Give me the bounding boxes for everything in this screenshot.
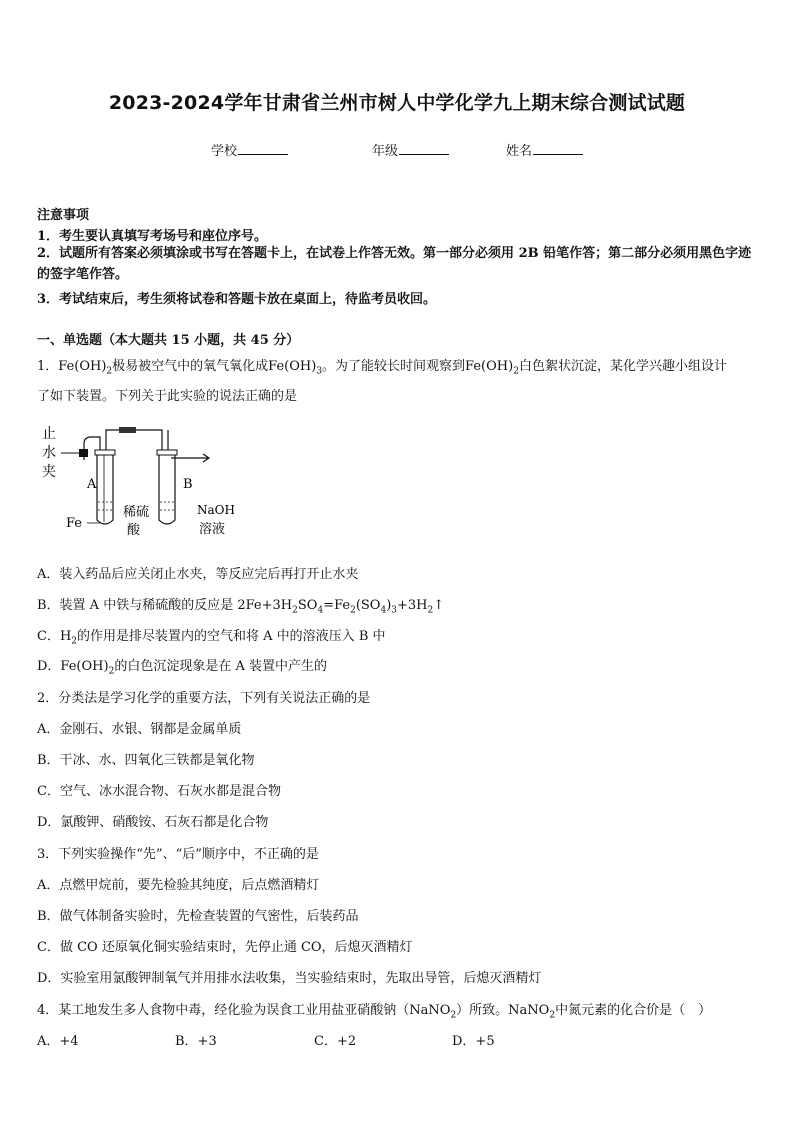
section-heading: 一、单选题（本大题共 15 小题，共 45 分） — [37, 333, 300, 348]
question-4-stem: 4．某工地发生多人食物中毒，经化验为误食工业用盐亚硝酸钠（NaNO$_2$）所致。NaNO$_2$中氮元素的化合价是（ ） — [37, 1003, 712, 1021]
label-acid: 稀硫 — [123, 505, 150, 520]
q1-option-c: C．$H_2$的作用是排尽装置内的空气和将 A 中的溶液压入 B 中 — [37, 629, 386, 647]
question-2-stem: 2．分类法是学习化学的重要方法，下列有关说法正确的是 — [37, 691, 371, 706]
q2-option: B．干冰、水、四氧化三铁都是氧化物 — [37, 753, 255, 768]
question-3-stem: 3．下列实验操作“先”、“后”顺序中，不正确的是 — [37, 847, 319, 862]
q4-option: B．+3 — [175, 1034, 217, 1049]
q4-option: A．+4 — [37, 1034, 79, 1049]
label-naoh: NaOH — [197, 503, 235, 517]
q1-option-a: A．装入药品后应关闭止水夹，等反应完后再打开止水夹 — [37, 567, 359, 582]
q4-option: D．+5 — [452, 1034, 495, 1049]
q2-option: A．金刚石、水银、钢都是金属单质 — [37, 722, 242, 737]
q2-option: D．氯酸钾、硝酸铵、石灰石都是化合物 — [37, 815, 269, 830]
tube-clamp — [119, 427, 136, 433]
label-a: A — [87, 477, 97, 492]
school-blank — [238, 142, 288, 155]
notice-heading: 注意事项 — [37, 208, 90, 223]
grade-label: 年级 — [372, 144, 399, 159]
question-1-stem: 1．$Fe(OH)_2$极易被空气中的氧气氧化成$Fe(OH)_3$。为了能较长时间观察到$Fe(OH)_2$白色絮状沉淀，某化学兴趣小组设计 — [37, 359, 727, 377]
label-b: B — [183, 477, 193, 492]
stopper-a — [95, 450, 115, 455]
q3-option: A．点燃甲烷前，要先检验其纯度，后点燃酒精灯 — [37, 878, 320, 893]
name-field — [506, 140, 583, 159]
q3-option: D．实验室用氯酸钾制氧气并用排水法收集，当实验结束时，先取出导管，后熄灭酒精灯 — [37, 971, 542, 986]
notice-item: 1．考生要认真填写考场号和座位序号。 — [37, 229, 268, 244]
school-label: 学校 — [211, 144, 238, 159]
grade-field — [372, 140, 449, 159]
test-tube-b — [159, 455, 175, 524]
name-label: 姓名 — [506, 144, 533, 159]
q3-option: C．做 CO 还原氧化铜实验结束时，先停止通 CO，后熄灭酒精灯 — [37, 940, 413, 955]
q2-option: C．空气、冰水混合物、石灰水都是混合物 — [37, 784, 281, 799]
test-tube-a — [97, 455, 113, 524]
label-fe: Fe — [66, 516, 83, 531]
grade-blank — [399, 142, 449, 155]
q3-option: B．做气体制备实验时，先检查装置的气密性，后装药品 — [37, 909, 359, 924]
page-title: 2023-2024学年甘肃省兰州市树人中学化学九上期末综合测试试题 — [108, 92, 686, 114]
clamp-label: 夹 — [42, 464, 56, 480]
stopper-b — [157, 450, 177, 455]
school-field — [211, 140, 288, 159]
gas-flow-arrow-icon — [202, 454, 209, 462]
clamp-label: 止 — [42, 426, 56, 442]
label-acid: 酸 — [127, 523, 141, 538]
question-1-stem-line2: 了如下装置。下列关于此实验的说法正确的是 — [37, 389, 298, 404]
apparatus-diagram — [37, 420, 237, 545]
q4-option: C．+2 — [314, 1034, 357, 1049]
notice-item: 3．考试结束后，考生须将试卷和答题卡放在桌面上，待监考员收回。 — [37, 292, 437, 307]
notice-item: 2．试题所有答案必须填涂或书写在答题卡上，在试卷上作答无效。第一部分必须用 2B 铅笔作答；第二部分必须用黑色字迹的签字笔作答。 — [37, 246, 752, 282]
q1-option-d: D．$Fe(OH)_2$的白色沉淀现象是在 A 装置中产生的 — [37, 659, 327, 677]
q1-option-b: B．装置 A 中铁与稀硫酸的反应是 $2Fe+3H_2SO_4=Fe_2(SO_4)_3+3H_2↑$ — [37, 598, 445, 616]
label-solution: 溶液 — [199, 522, 226, 537]
clamp-label: 水 — [42, 445, 56, 461]
name-blank — [533, 142, 583, 155]
